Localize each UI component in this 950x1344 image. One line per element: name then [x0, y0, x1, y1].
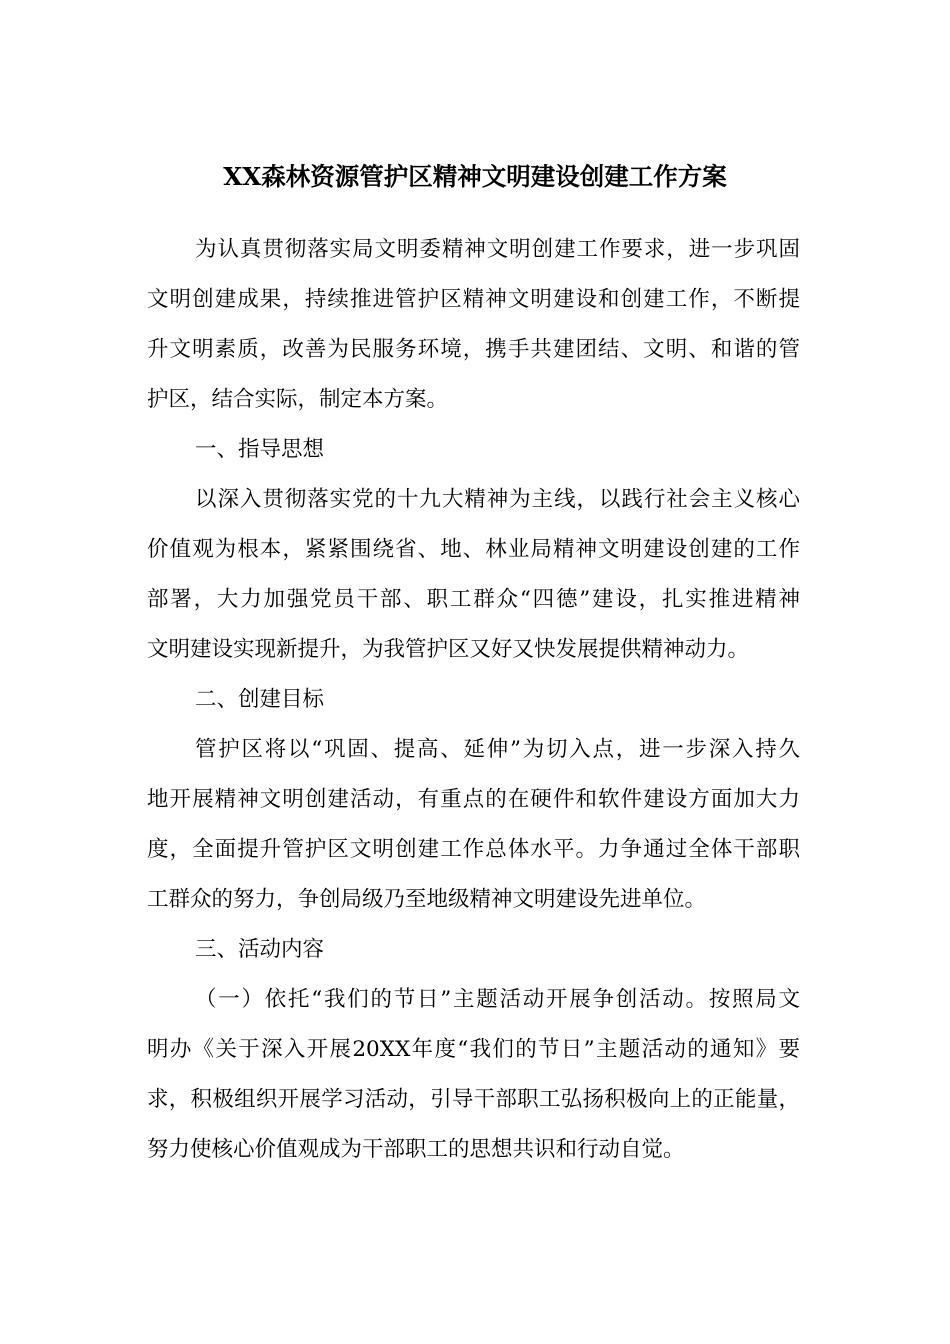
goals-paragraph	[147, 725, 800, 925]
body-line: 文明创建成果，持续推进管护区精神文明建设和创建工作，不断提	[147, 287, 800, 312]
section-heading-goals	[147, 675, 800, 725]
section-heading: 三、活动内容	[195, 937, 325, 962]
document-title: XX森林资源管护区精神文明建设创建工作方案	[223, 162, 727, 191]
body-line: 地开展精神文明创建活动，有重点的在硬件和软件建设方面加大力	[147, 787, 800, 812]
body-line: 为认真贯彻落实局文明委精神文明创建工作要求，进一步巩固	[195, 237, 800, 262]
body-line: 明办《关于深入开展20XX年度“我们的节日”主题活动的通知》要	[147, 1037, 800, 1062]
body-line: 价值观为根本，紧紧围绕省、地、林业局精神文明建设创建的工作	[147, 537, 800, 562]
body-line: 努力使核心价值观成为干部职工的思想共识和行动自觉。	[147, 1137, 685, 1162]
body-line: 部署，大力加强党员干部、职工群众“四德”建设，扎实推进精神	[147, 587, 800, 612]
body-line: 护区，结合实际，制定本方案。	[147, 387, 449, 412]
body-line: 管护区将以“巩固、提高、延伸”为切入点，进一步深入持久	[195, 737, 800, 762]
section-heading: 二、创建目标	[195, 687, 325, 712]
guiding-thought-paragraph	[147, 475, 800, 675]
document-body	[147, 225, 800, 1175]
section-heading-activities	[147, 925, 800, 975]
activities-paragraph	[147, 975, 800, 1175]
body-line: 度，全面提升管护区文明创建工作总体水平。力争通过全体干部职	[147, 837, 800, 862]
section-heading-guiding-thought	[147, 425, 800, 475]
body-line: 以深入贯彻落实党的十九大精神为主线，以践行社会主义核心	[195, 487, 800, 512]
body-line: 升文明素质，改善为民服务环境，携手共建团结、文明、和谐的管	[147, 337, 800, 362]
intro-paragraph	[147, 225, 800, 425]
section-heading: 一、指导思想	[195, 437, 325, 462]
body-line: 求，积极组织开展学习活动，引导干部职工弘扬积极向上的正能量，	[147, 1087, 800, 1112]
body-line: （一）依托“我们的节日”主题活动开展争创活动。按照局文	[195, 987, 800, 1012]
body-line: 文明建设实现新提升，为我管护区又好又快发展提供精神动力。	[147, 637, 750, 662]
body-line: 工群众的努力，争创局级乃至地级精神文明建设先进单位。	[147, 887, 707, 912]
